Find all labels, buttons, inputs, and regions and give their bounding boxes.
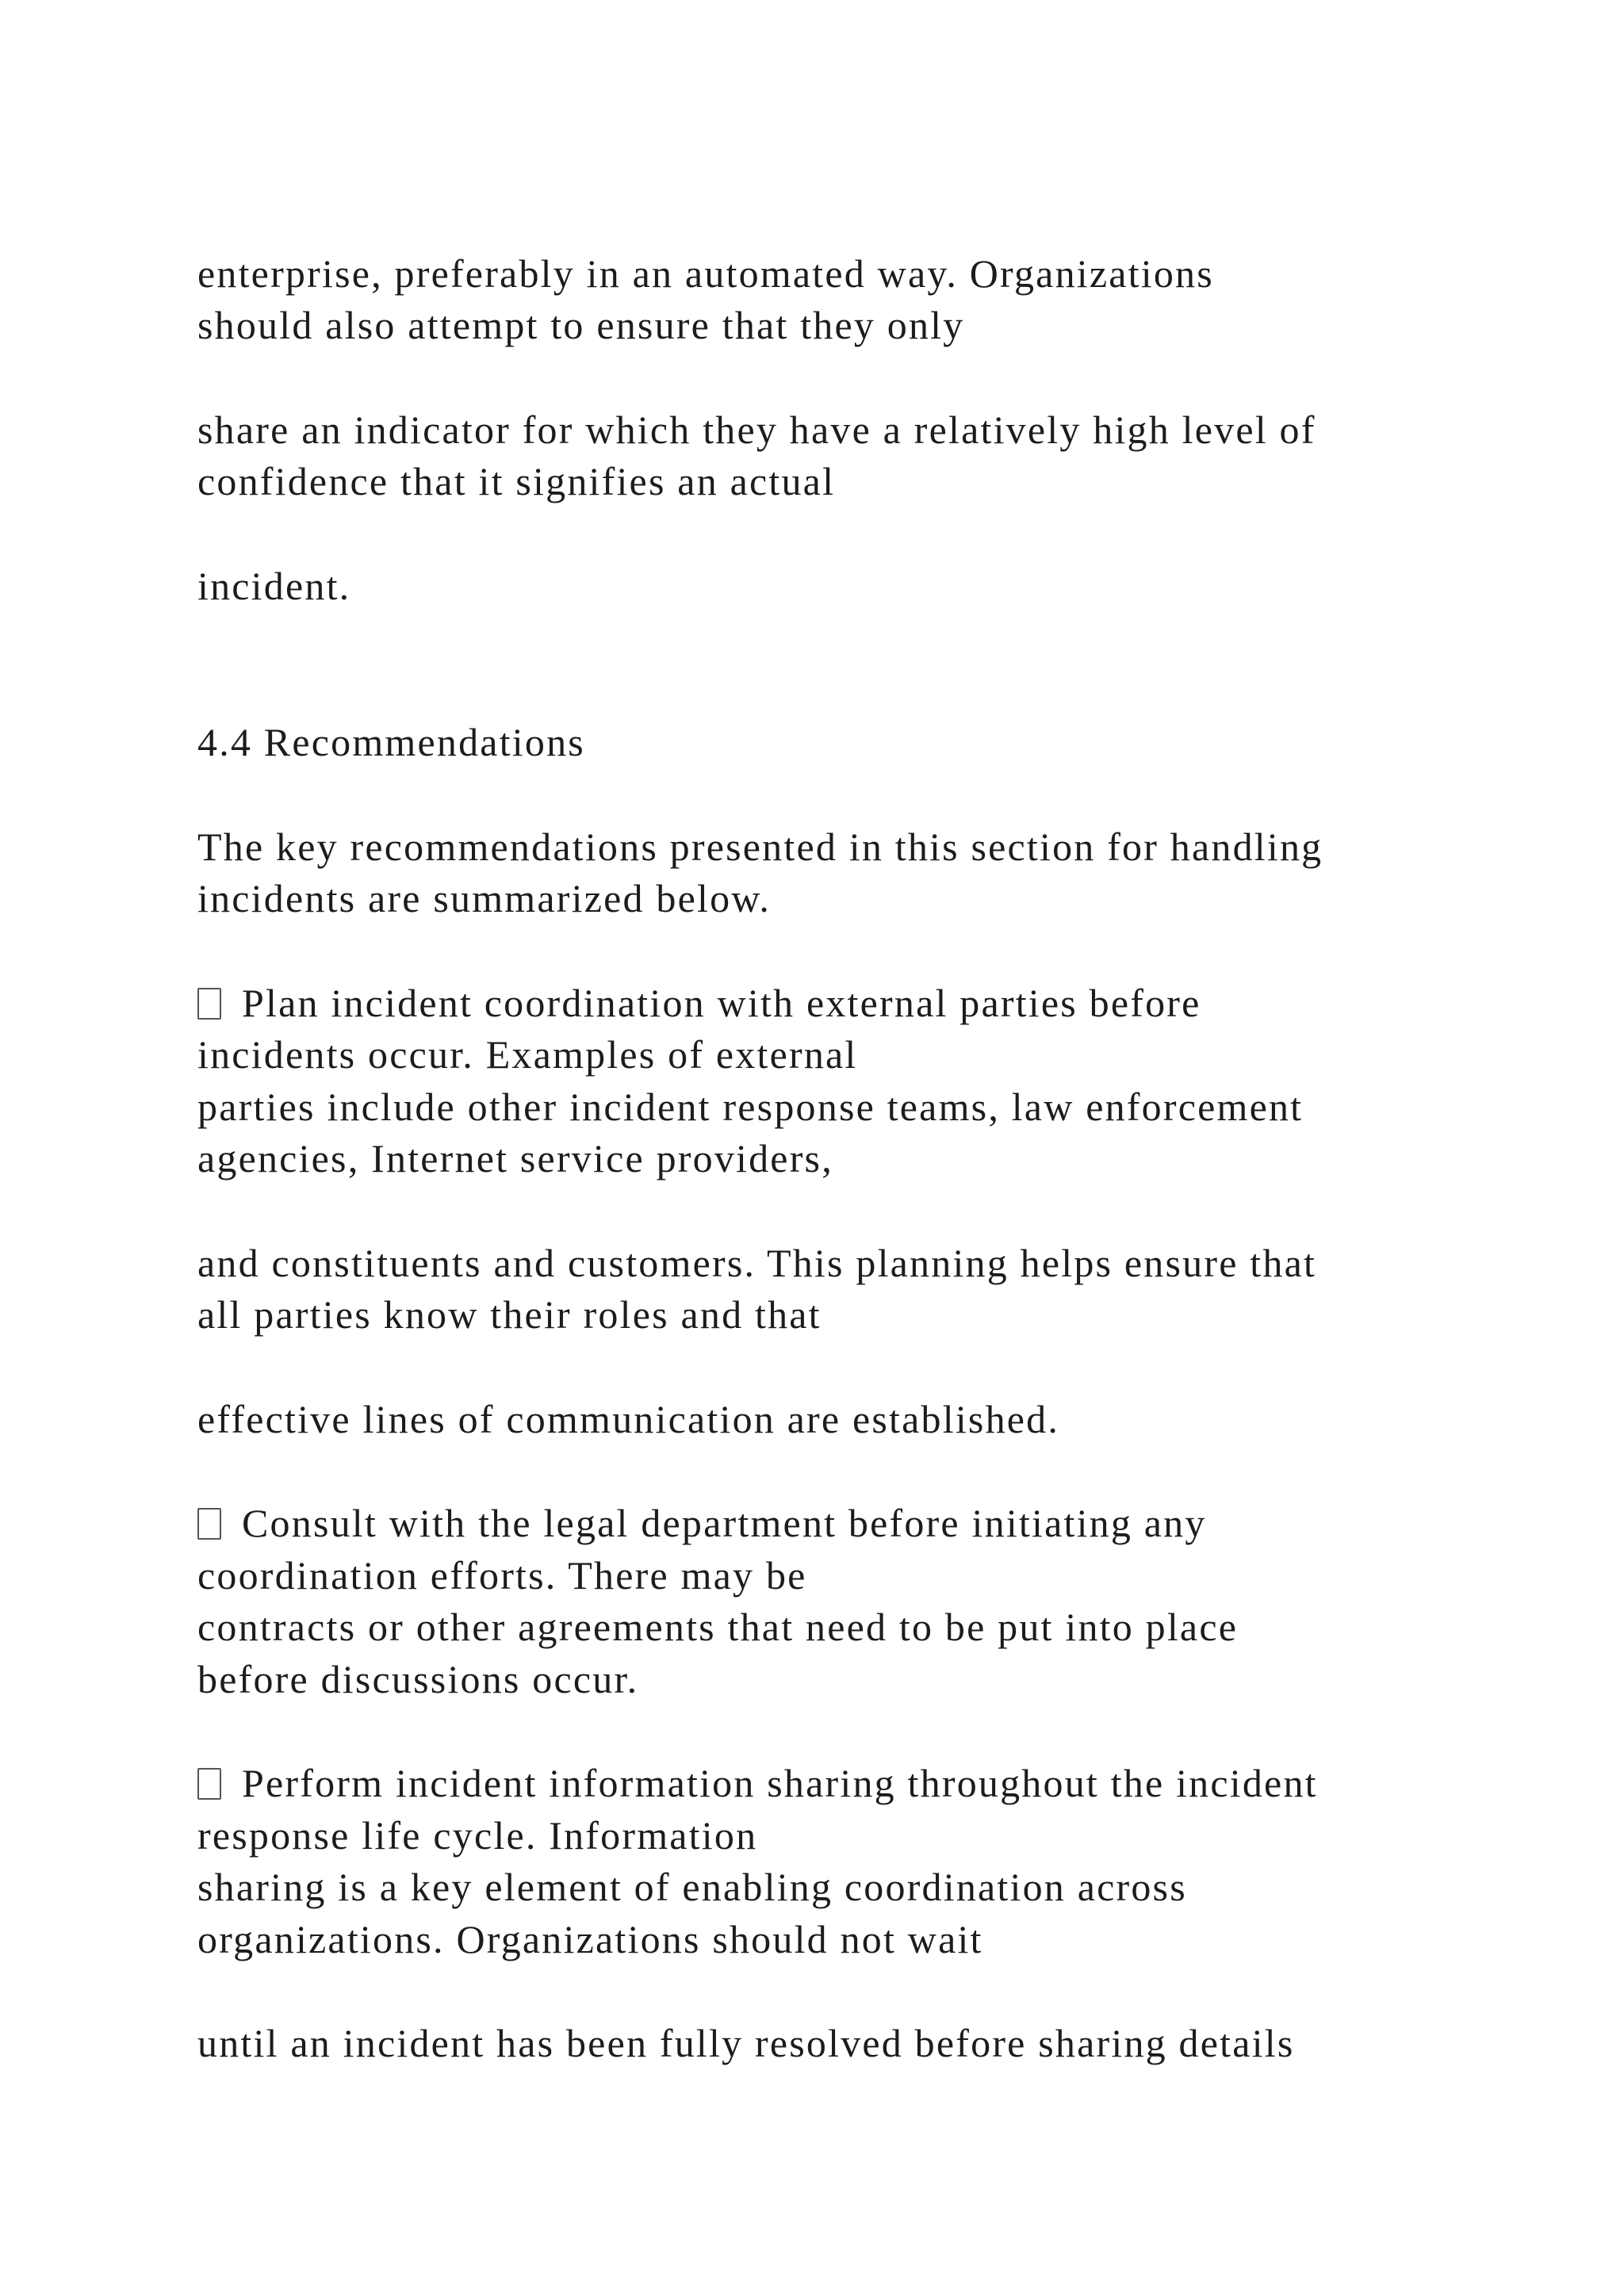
bullet-item: [197, 1503, 1207, 1543]
text-line: until an incident has been fully resolved before sharing details: [197, 2021, 1295, 2065]
bullet-item: [197, 983, 1201, 1023]
text-line: incidents are summarized below.: [197, 876, 772, 920]
text-line: incidents occur. Examples of external: [197, 1032, 858, 1077]
text-line: coordination efforts. There may be: [197, 1553, 807, 1598]
text-line: enterprise, preferably in an automated way. Organizations: [197, 251, 1214, 296]
bullet-box-icon: [197, 988, 221, 1020]
bullet-box-icon: [197, 1508, 221, 1540]
bullet-text: Perform incident information sharing throughout the incident: [242, 1761, 1318, 1805]
bullet-text: Plan incident coordination with external parties before: [242, 981, 1201, 1025]
text-line: sharing is a key element of enabling coordination across: [197, 1865, 1187, 1909]
text-line: agencies, Internet service providers,: [197, 1136, 833, 1181]
text-line: The key recommendations presented in this section for handling: [197, 825, 1323, 869]
text-line: incident.: [197, 564, 351, 608]
text-line: and constituents and customers. This planning helps ensure that: [197, 1241, 1317, 1285]
text-line: organizations. Organizations should not wait: [197, 1917, 983, 1961]
bullet-text: Consult with the legal department before initiating any: [242, 1501, 1207, 1545]
bullet-box-icon: [197, 1768, 221, 1800]
text-line: contracts or other agreements that need to be put into place: [197, 1605, 1239, 1649]
text-line: response life cycle. Information: [197, 1813, 758, 1858]
section-heading: 4.4 Recommendations: [197, 720, 585, 764]
bullet-item: [197, 1763, 1318, 1803]
text-line: parties include other incident response teams, law enforcement: [197, 1085, 1304, 1129]
text-line: should also attempt to ensure that they only: [197, 303, 965, 347]
text-line: effective lines of communication are established.: [197, 1397, 1060, 1441]
text-line: before discussions occur.: [197, 1657, 639, 1701]
text-line: share an indicator for which they have a relatively high level of: [197, 408, 1316, 452]
text-line: all parties know their roles and that: [197, 1292, 822, 1337]
text-line: confidence that it signifies an actual: [197, 459, 836, 503]
